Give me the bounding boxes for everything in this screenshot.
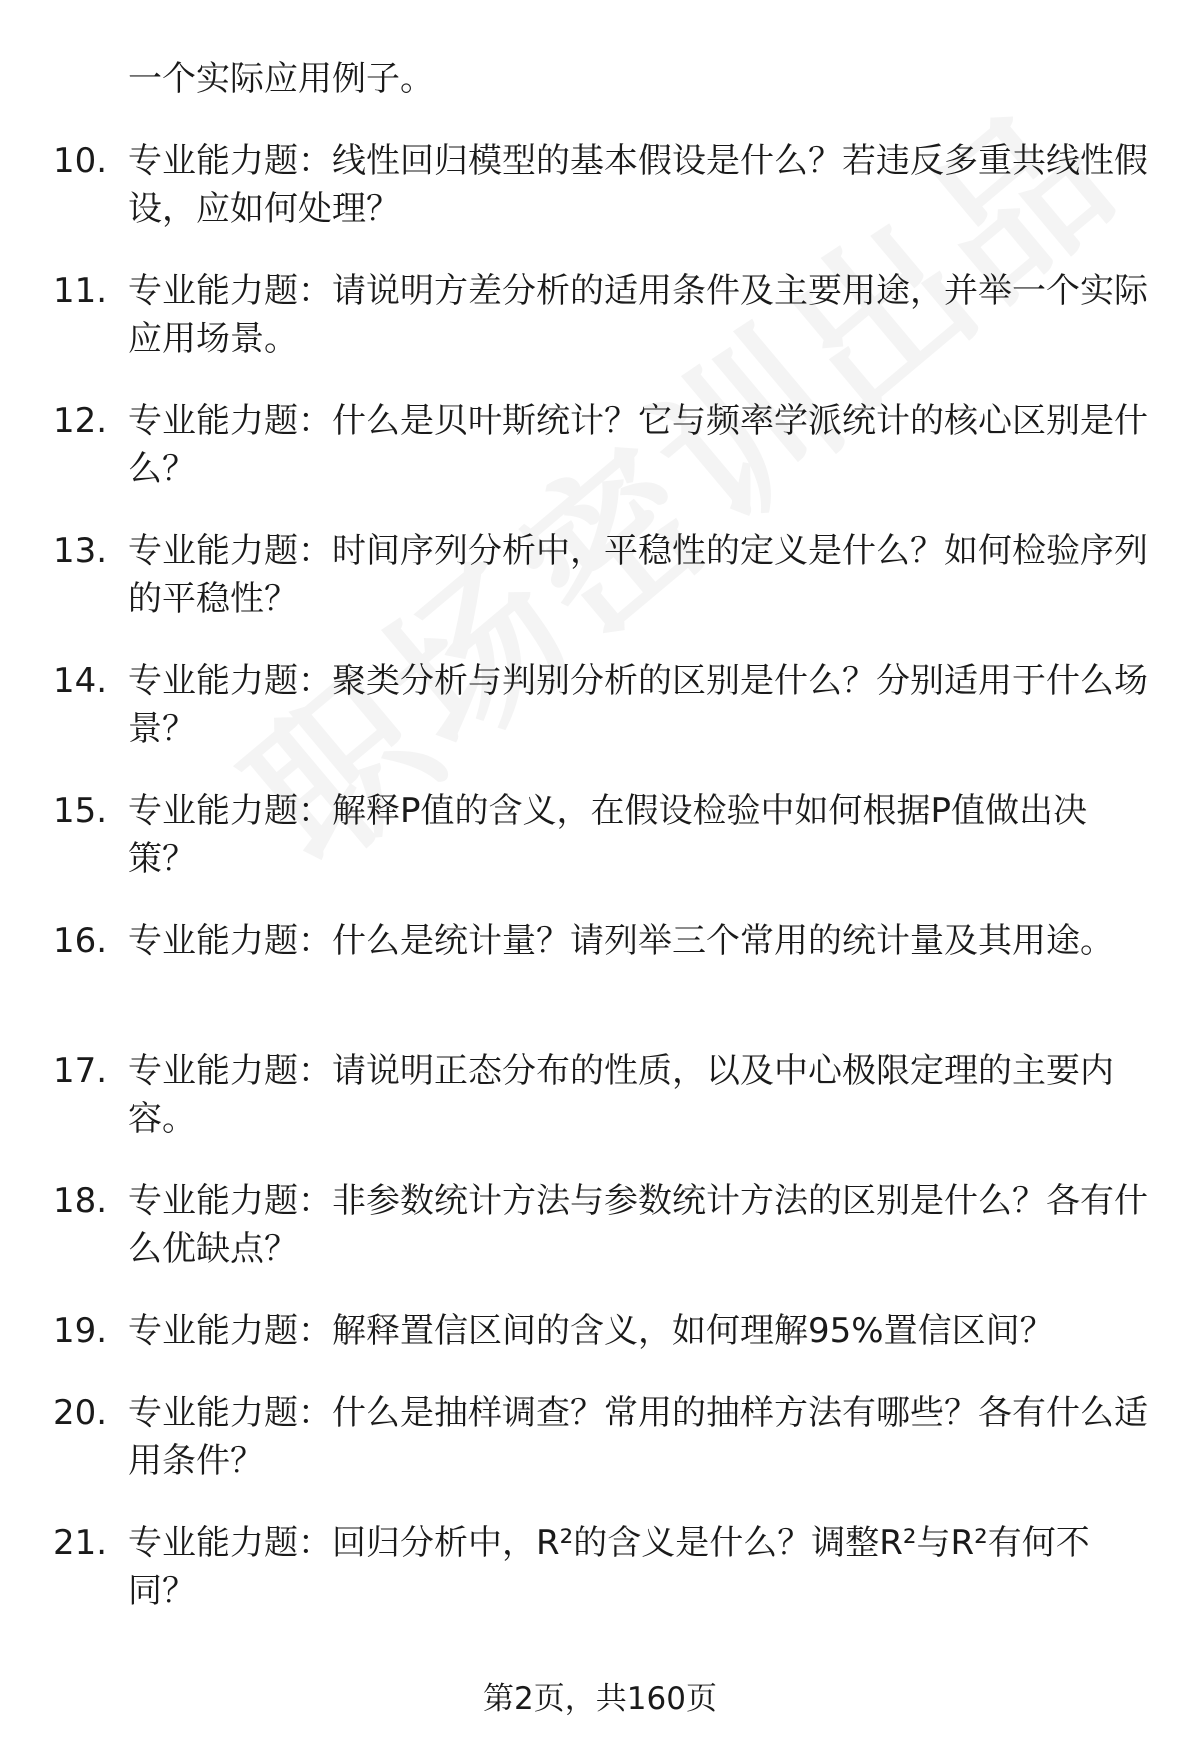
list-item [0,397,1200,493]
question-text: 专业能力题：聚类分析与判别分析的区别是什么？分别适用于什么场景？ [128,661,1148,749]
list-item [0,1177,1200,1273]
page-footer: 第2页，共160页 [483,1681,717,1717]
list-item [0,787,1200,883]
question-text: 专业能力题：什么是贝叶斯统计？它与频率学派统计的核心区别是什么？ [128,401,1148,489]
question-list [0,55,1200,1649]
question-text: 专业能力题：非参数统计方法与参数统计方法的区别是什么？各有什么优缺点？ [128,1181,1148,1269]
question-number: 17. [53,1051,108,1091]
list-item [0,917,1200,1013]
question-number: 10. [53,141,108,181]
list-item [0,267,1200,363]
question-text: 专业能力题：请说明正态分布的性质，以及中心极限定理的主要内容。 [128,1051,1114,1139]
question-number: 20. [53,1393,108,1433]
question-text: 专业能力题：请说明方差分析的适用条件及主要用途，并举一个实际应用场景。 [128,271,1148,359]
list-item [0,527,1200,623]
list-item [0,137,1200,233]
list-item [0,1047,1200,1143]
question-text: 专业能力题：回归分析中，R²的含义是什么？调整R²与R²有何不同？ [128,1523,1090,1611]
question-text: 专业能力题：解释置信区间的含义，如何理解95%置信区间？ [128,1311,1054,1351]
question-number: 21. [53,1523,108,1563]
list-item [0,1389,1200,1485]
question-text: 专业能力题：时间序列分析中，平稳性的定义是什么？如何检验序列的平稳性？ [128,531,1148,619]
list-item [0,1519,1200,1615]
question-number: 12. [53,401,108,441]
question-number: 19. [53,1311,108,1351]
question-number: 16. [53,921,108,961]
question-text: 专业能力题：解释P值的含义，在假设检验中如何根据P值做出决策？ [128,791,1088,879]
question-number: 14. [53,661,108,701]
question-text: 专业能力题：什么是抽样调查？常用的抽样方法有哪些？各有什么适用条件？ [128,1393,1148,1481]
question-number: 13. [53,531,108,571]
question-number: 11. [53,271,108,311]
continuation-text: 一个实际应用例子。 [128,59,434,99]
list-item [0,1307,1200,1355]
question-text: 专业能力题：什么是统计量？请列举三个常用的统计量及其用途。 [128,921,1114,961]
question-number: 18. [53,1181,108,1221]
list-item [0,657,1200,753]
question-text: 专业能力题：线性回归模型的基本假设是什么？若违反多重共线性假设，应如何处理？ [128,141,1148,229]
question-number: 15. [53,791,108,831]
